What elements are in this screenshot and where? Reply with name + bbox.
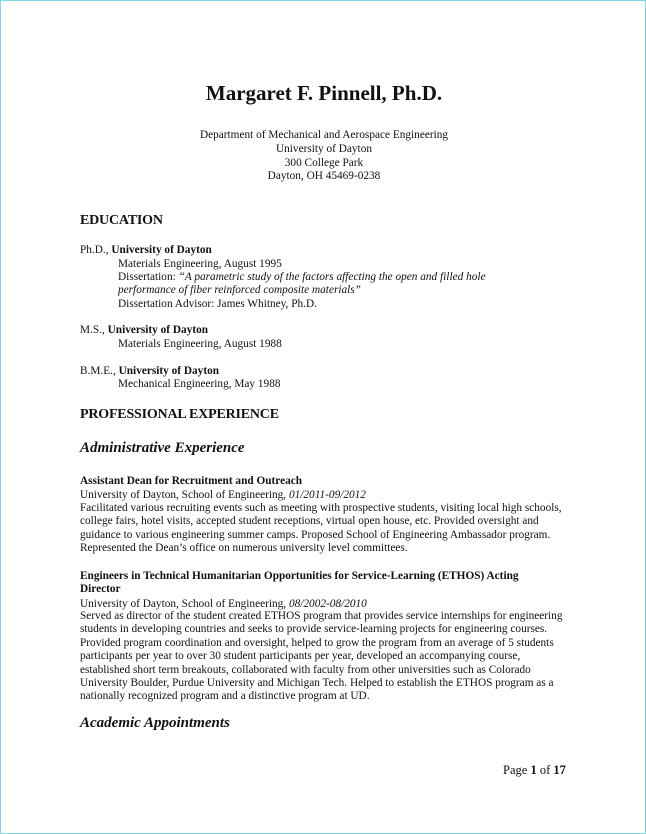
phd-degree-label: Ph.D., [80, 244, 112, 256]
phd-degree [80, 244, 212, 256]
page-number-footer [503, 763, 566, 778]
experience-heading: PROFESSIONAL EXPERIENCE [80, 407, 279, 422]
ms-degree [80, 324, 208, 336]
page-label: Page [503, 763, 531, 777]
ms-school: University of Dayton [107, 324, 209, 336]
bme-field: Mechanical Engineering, May 1988 [118, 378, 281, 390]
phd-dissertation [118, 271, 486, 283]
job-title: Engineers in Technical Humanitarian Opportunities for Service-Learning (ETHOS) Acting Director [80, 570, 519, 596]
phd-school: University of Dayton [111, 244, 212, 256]
administrative-heading: Administrative Experience [80, 440, 245, 456]
academic-heading: Academic Appointments [80, 715, 230, 731]
job-description: Facilitated various recruiting events such as meeting with prospective students, visiting local high schools, college fairs, hotel visits, accepted student receptions, virtual open house, etc. Provided oversight and guidance to various engineering summer camps. Proposed School of Engineering Ambassador program. Represented the Dean’s office on numerous university level committees. [80, 502, 562, 555]
job-dates: 01/2011-09/2012 [288, 489, 366, 501]
ms-field: Materials Engineering, August 1988 [118, 338, 282, 350]
address-department: Department of Mechanical and Aerospace Engineering [199, 129, 449, 141]
dissertation-label: Dissertation: [118, 271, 179, 283]
address-street: 300 College Park [284, 157, 364, 169]
job-org-name: University of Dayton, School of Engineering, [80, 489, 289, 501]
job-title: Assistant Dean for Recruitment and Outreach [80, 475, 303, 487]
phd-field: Materials Engineering, August 1995 [118, 258, 282, 270]
dissertation-title-2: performance of fiber reinforced composite materials” [118, 284, 361, 296]
job-dates: 08/2002-08/2010 [288, 598, 367, 610]
address-university: University of Dayton [275, 143, 372, 155]
job-org [80, 489, 366, 501]
dissertation-title-1: “A parametric study of the factors affecting the open and filled hole [178, 271, 486, 283]
page-of-label: of [536, 763, 554, 777]
job-org-name: University of Dayton, School of Engineering, [80, 598, 289, 610]
bme-degree-label: B.M.E., [80, 365, 119, 377]
ms-degree-label: M.S., [80, 324, 108, 336]
bme-school: University of Dayton [118, 365, 220, 377]
job-description: Served as director of the student created ETHOS program that provides service internships for engineering students in developing countries and seeks to provide service-learning projects for engineering courses. Provided program coordination and oversight, helped to grow the program from an average of 5 students participants per year to over 30 student participants per year, developed an accompanying course, established short term breakouts, collaborated with faculty from other universities such as Colorado University Boulder, Purdue University and Michigan Tech. Helped to establish the ETHOS program as a nationally recognized program and a distinctive program at UD. [80, 610, 563, 703]
job-org [80, 598, 367, 610]
page-number: 1 [530, 763, 537, 777]
bme-degree [80, 365, 219, 377]
phd-advisor: Dissertation Advisor: James Whitney, Ph.D. [118, 298, 317, 310]
page-total: 17 [553, 763, 566, 777]
author-name: Margaret F. Pinnell, Ph.D. [205, 81, 443, 105]
education-heading: EDUCATION [80, 213, 163, 228]
address-city: Dayton, OH 45469-0238 [267, 170, 381, 182]
